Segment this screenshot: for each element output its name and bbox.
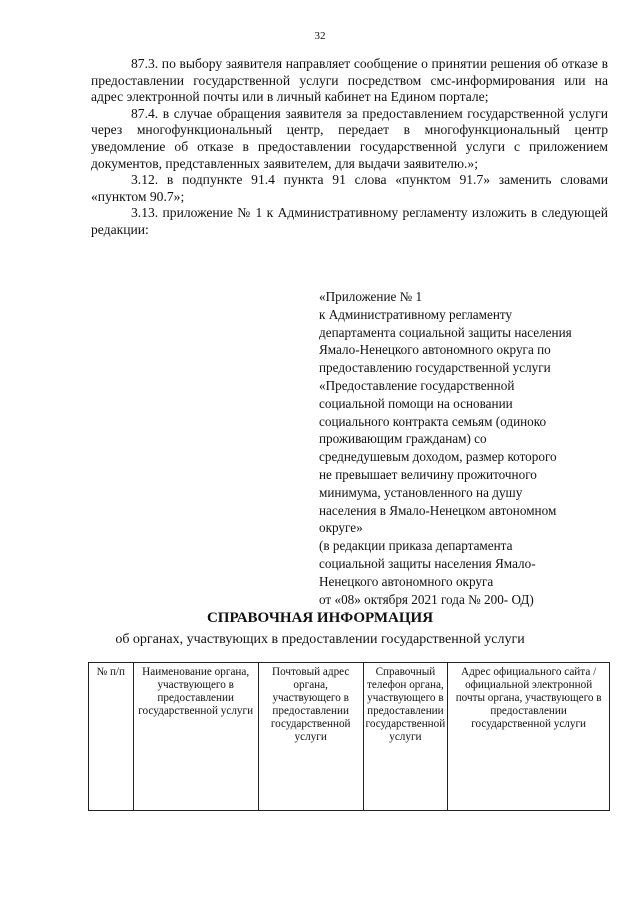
- appendix-line: от «08» октября 2021 года № 200- ОД): [319, 591, 534, 607]
- appendix-line: среднедушевым доходом, размер которого: [319, 449, 557, 465]
- appendix-line: округе»: [319, 520, 363, 536]
- appendix-line: департамента социальной защиты населения: [319, 324, 572, 340]
- body-text: [91, 56, 608, 239]
- paragraph-87-4: 87.4. в случае обращения заявителя за предоставлением государственной услуги через многофункциональный центр, передает в многофункциональный центр уведомление об отказе в предоставлении государственной услуги с приложением документов, представленных заявителем, для выдачи заявителю.»;: [91, 105, 608, 171]
- appendix-block: [319, 288, 611, 608]
- appendix-line: (в редакции приказа департамента: [319, 538, 513, 554]
- appendix-line: социальной защиты населения Ямало-: [319, 555, 536, 571]
- info-table: [88, 662, 610, 811]
- header-cell-website: Адрес официального сайта /официальной электронной почты органа, участвующего в предоставлении государственной услуги: [448, 663, 610, 811]
- table-header-row: [89, 663, 610, 811]
- appendix-line: населения в Ямало-Ненецком автономном: [319, 502, 557, 518]
- appendix-line: Ненецкого автономного округа: [319, 573, 494, 589]
- paragraph-3-13: 3.13. приложение № 1 к Административному регламенту изложить в следующей редакции:: [91, 205, 608, 237]
- paragraph-3-12: 3.12. в подпункте 91.4 пункта 91 слова «пунктом 91.7» заменить словами «пунктом 90.7»;: [91, 172, 608, 204]
- header-cell-number: № п/п: [89, 663, 134, 811]
- appendix-line: социальной помощи на основании: [319, 395, 513, 411]
- header-cell-organ-name: Наименование органа, участвующего в предоставлении государственной услуги: [133, 663, 258, 811]
- appendix-line: социального контракта семьям (одиноко: [319, 413, 547, 429]
- appendix-line: «Предоставление государственной: [319, 377, 515, 393]
- appendix-line: не превышает величину прожиточного: [319, 466, 537, 482]
- appendix-line: «Приложение № 1: [319, 289, 423, 304]
- page-number: 32: [314, 30, 326, 42]
- header-cell-phone: Справочный телефон органа, участвующего в предоставлении государственной услуги: [363, 663, 448, 811]
- section-subheading: об органах, участвующих в предоставлении государственной услуги: [115, 632, 525, 647]
- appendix-line: проживающим гражданам) со: [319, 431, 487, 447]
- section-heading: СПРАВОЧНАЯ ИНФОРМАЦИЯ: [206, 610, 434, 626]
- header-cell-postal-address: Почтовый адрес органа, участвующего в предоставлении государственной услуги: [258, 663, 363, 811]
- paragraph-87-3: 87.3. по выбору заявителя направляет сообщение о принятии решения об отказе в предоставлении государственной услуги посредством смс-информирования или на адрес электронной почты или в личный кабинет на Едином портале;: [91, 56, 608, 105]
- appendix-line: к Административному регламенту: [319, 306, 513, 322]
- appendix-line: предоставлению государственной услуги: [319, 360, 551, 376]
- appendix-line: Ямало-Ненецкого автономного округа по: [319, 342, 551, 358]
- appendix-line: минимума, установленного на душу: [319, 484, 523, 500]
